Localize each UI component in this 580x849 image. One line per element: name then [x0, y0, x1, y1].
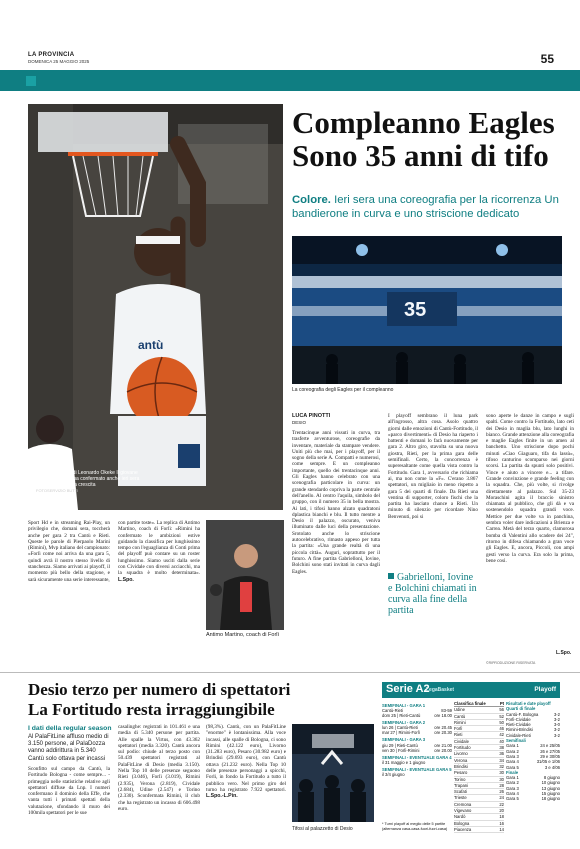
byline-place: DESIO: [292, 419, 307, 425]
standings-table: [454, 701, 504, 833]
standings-points: 32: [499, 763, 504, 769]
playoff-game: Gara 4: [506, 759, 519, 765]
pull-quote-text: Gabrielloni, Iovine e Bolchini chiamati in curva alla fine della partita: [388, 572, 477, 616]
playoff-date: 3-0: [553, 722, 560, 728]
issue-date: DOMENICA 25 MAGGIO 2025: [28, 59, 90, 64]
article-1-signature: L.Spo.: [556, 650, 572, 656]
standings-points: 20: [499, 808, 504, 814]
playoff-schedule-heading: Risultati e date playoff: [506, 701, 551, 706]
result-match: ven 30 | Forlì-Rimini: [382, 747, 420, 753]
standings-team: Vigevano: [454, 808, 472, 814]
article-2-column-3: [206, 724, 286, 836]
playoff-date: 15 giugno: [541, 791, 560, 797]
result-row: [382, 730, 452, 735]
caption-coach: Antimo Martino, coach di Forlì: [206, 632, 280, 638]
subtitle-kicker: Colore.: [292, 194, 331, 206]
stats-box-heading: I dati della regular season: [28, 725, 112, 732]
caption-dunk: [36, 470, 144, 494]
playoff-schedule: [506, 701, 560, 802]
standings-team: Nardò: [454, 814, 466, 820]
playoff-game: Gara 1: [506, 743, 519, 749]
headline-1-line1: Compleanno Eagles: [292, 105, 555, 140]
section-band-square: [26, 76, 36, 86]
standings-row: [454, 827, 504, 833]
headline-2-line1: Desio terzo per numero di spettatori: [28, 680, 291, 699]
playoff-date: 3 e 4/06: [544, 764, 560, 770]
playoff-game: Gara 5: [506, 796, 519, 802]
standings-points: 30: [499, 776, 504, 782]
playoff-date: 29 e 30/05: [540, 753, 560, 759]
playoff-date: 3-2: [553, 727, 560, 733]
standings-points: 42: [499, 732, 504, 738]
publication-name: LA PROVINCIA: [28, 52, 75, 58]
results-group-heading: SEMIFINALI - EVENTUALE GARA 4: [382, 754, 452, 760]
standings-team: Livorno: [454, 751, 468, 757]
playoff-game: Cividale-Rieti: [506, 732, 531, 738]
stats-box-text: Al PalaFitLine affluso medio di 3.150 persone, al PalaDozza vanno addirittura in 5.340 Cantù solo ottava per incassi: [28, 734, 109, 762]
standings-header-points: Pt: [499, 701, 504, 706]
result-score: ore 21.00: [434, 742, 452, 748]
subtitle-1: [292, 193, 562, 221]
standings-points: 22: [499, 801, 504, 807]
article-1b-column-1: Sport Hd e in streaming Rai-Play, un privilegio che, domani sera, toccherà anche per gara 2 tra Cantù e Rieti. Queste le parole di Pierpaolo Marini (Rimini), Mvp italiano del campionato: «Forlì come noi arriva da una gara 5, quindi avrà il nostro stesso livello di stanchezza. Siamo arrivati ai playoff, il momento più bello della stagione, e sarà sicuramente una serie interessante,: [28, 520, 110, 583]
standings-team: Torino: [454, 776, 466, 782]
standings-team: Fortitudo: [454, 745, 471, 751]
playoff-game: Gara 5: [506, 764, 519, 770]
result-row: [382, 713, 452, 718]
article-2-column-3-text: (98,3%). Cantù, con un PalaFitLine "enorme" è lontanissima. Alla voce incassi, alle spalle di Bologna, ci sono Rimini (42.122 euro), Livorno (31.283 euro), Pesaro (30.982 euro) e Brindisi (29.693 euro), con Cantù ottava (21.232 euro). Nella Top 10 delle presenze personaggi a spicchi, Forli, in fondo la Fortitudo a tutto il pubblico vero. Nel primo giro del turno ha registrato 7.922 spettatori.: [206, 724, 286, 793]
playoff-date: 3-2: [553, 732, 560, 738]
playoff-game: Forlì-Cividale: [506, 716, 531, 722]
photo-coach: [206, 520, 284, 630]
standings-header-team: Classifica finale: [454, 701, 486, 706]
standings-team: Cividale: [454, 738, 469, 744]
playoff-tag: Playoff: [534, 686, 556, 693]
playoff-date: 8 giugno: [543, 775, 560, 781]
article-1-column-2: I playoff sembrano il luna park all'ingrosso, altra cosa. Asolo quattro giorni dalle emozioni di Cantù-Fortitudo, il «parco divertimenti» di Desio ha riaperto i battenti e domani lo farà nuovamente per gara 2. Altro giro, stavolta su una nuova giostra, Rieti, per la prima gara delle semifinali. Certo, la concorrenza è superesaltante come quella vista contro la Fortitudo. Gara 1, avversario che richiama ai, ma non come la «F». C'erano 3.867 spettatori, un migliaio in meno rispetto a gara 5 dei quarti di finale. Da Rieti una ventina di supporter, coloro fischi che la partita ha lasciato chance a Rieti. Un minuto di silenzio per ricordare Nino Benvenuti, poi si: [388, 413, 478, 520]
masthead: [28, 52, 89, 65]
standings-team: Brindisi: [454, 763, 468, 769]
standings-team: Rieti: [454, 732, 463, 738]
standings-team: Pesaro: [454, 770, 468, 776]
result-row: [382, 748, 452, 753]
playoff-date: 24 e 25/05: [540, 743, 560, 749]
result-match: giu 29 | Rieti-Cantù: [382, 742, 418, 748]
reproduction-notice: ©RIPRODUZIONE RISERVATA: [486, 661, 536, 665]
playoff-game: Gara 4: [506, 791, 519, 797]
standings-team: Bologna: [454, 820, 470, 826]
article-1b-column-2: [118, 520, 200, 650]
result-match: Cantù-Rieti: [382, 707, 403, 713]
article-2-signature: L.Spo.-L.Pin.: [206, 793, 238, 800]
page-number: 55: [540, 52, 554, 66]
photo-dunk: [28, 104, 283, 510]
dunk-illustration: [28, 104, 283, 510]
headline-2-line2: La Fortitudo resta irraggiungibile: [28, 700, 275, 719]
caption-fans: Tifosi al palazzetto di Desio: [292, 826, 353, 832]
section-divider: [0, 672, 580, 673]
results-group-heading: SEMIFINALI - EVENTUALE GARA 5: [382, 766, 452, 772]
standings-team: Cantù: [454, 713, 466, 719]
playoff-round-heading: Quarti di finale: [506, 706, 536, 712]
subtitle-text: Ieri sera una coreografia per la ricorrenza Un bandierone in curva e uno striscione dedicato: [292, 194, 559, 220]
standings-team: Forlì: [454, 726, 463, 732]
playoff-date: 10 giugno: [541, 780, 560, 786]
standings-team: Rimini: [454, 719, 466, 725]
photo-crowd-choreography: [292, 236, 562, 384]
playoff-game: Gara 1: [506, 775, 519, 781]
standings-points: 38: [499, 745, 504, 751]
standings-points: 36: [499, 751, 504, 757]
svg-text:antù: antù: [138, 338, 164, 352]
article-1-column-3: sono aperte le danze in campo e sugli spalti. Come contro la Fortitudo, lato ceti dei Desio in maglia blu, lato lunghi in bianco. Grande attenzione alla coreografia e maglie Eagles finite in un amen al banchetto. Uno striscione dopo pochi minuti «Ciao Giaguaro, tifa da lassù», tifoso canturino scomparso nei giorni scorsi. La partita da spunti solo positivi. Vince e aiuto a vincere e... a tifare. Grande convinzione e grande feeling con la squadra. Che, più volte, si rivolge direttamente al palazzo. Sul 35-23 Moraschini agita il braccio sinistro chiamata al pubblico, che gli dà e va sostenendolo squadra grandi voce. Mettice per due volte va in panchina, sembra voler dare indicazioni a Brienza e Carrea. Metà del terzo quarto, clamorosa bomba di Valentini allo scadere dei 24", ritorno in difesa chiamando a gran voce gli Eagles. E, ancora, Piccoli, con ampi gesti verso la curva. Era solo la prima, bene così.: [486, 413, 574, 564]
standings-points: 30: [499, 770, 504, 776]
legabasket-logo: LegaBasket: [426, 687, 455, 693]
pull-quote: [388, 572, 478, 616]
playoff-game: Rieti-Cividale: [506, 722, 531, 728]
playoff-round-heading: Finale: [506, 769, 519, 775]
serie-a2-title: Serie A2: [386, 683, 430, 695]
standings-points: 56: [499, 707, 504, 713]
playoff-date: 31/05 e 1/06: [536, 759, 560, 765]
standings-points: 26: [499, 789, 504, 795]
headline-1-line2: Sono 35 anni di tifo: [292, 138, 549, 173]
article-1b-signature: L.Spo.: [118, 576, 134, 583]
standings-points: 16: [499, 820, 504, 826]
playoff-date: 13 giugno: [541, 785, 560, 791]
section-band: [0, 70, 580, 91]
result-match: lun 26 | Cantù-Rieti: [382, 725, 418, 731]
result-match: mar 27 | Rimini-Forlì: [382, 730, 420, 736]
result-score: 83-59: [441, 707, 452, 713]
playoff-round-heading: Semifinali: [506, 738, 526, 744]
byline: [292, 413, 330, 426]
standings-points: 14: [499, 826, 504, 832]
playoff-format-note: * Turni playoff al meglio delle 5 partite (alternanza casa-casa-fuori-fuori-casa): [382, 822, 448, 831]
article-2-column-1: Sconfitto sul campo da Cantù, la Fortitudo Bologna - come sempre... - primeggia nelle statistiche relative agli spettatori diffuse da Lnp. I numeri confermano il dominio della Effe, che vanta tutti i primati spettati della valutazione, sfondando il muro dei 100mila spettatori per le sue: [28, 766, 110, 817]
standings-points: 28: [499, 782, 504, 788]
photo-fans: [292, 724, 374, 822]
article-2-column-2: casalinghe: registrati in 101.461 e una media di 5.340 persone per partita. Alle spalle la Virtus, con 43.362 spettatori (media 3.320). Cantù ancora sul podio: chiude al terzo posto con 50.439 spettatori registrati al PalaFitLine di Desio (media 3.150). Nella Top 10 delle presenze seguono Rieti (3.046), Forlì (3.019), Rimini (2.935), Verona (2.819), Cividale (2.684), Udine (2.547) e Torino (2.330). Sconfermata Rimini, il club che ha registrato un incasso di 606.498 euro.: [118, 724, 200, 812]
standings-team: Trapani: [454, 782, 469, 788]
standings-points: 46: [499, 726, 504, 732]
playoff-date: 26 e 27/05: [540, 748, 560, 754]
standings-points: 50: [499, 719, 504, 725]
headline-2: [28, 680, 348, 720]
standings-points: 24: [499, 795, 504, 801]
results-list: [382, 701, 452, 777]
article-1-column-1: Trentacinque anni vissuti in curva, tra trasferte avventurose, coreografie da inventare, materiale da stampare vendere. Uniti più che mai, per i playoff, per il sogno della serie A. Compatti e numerosi, come sempre. E un compleanno importante, quello dei trentacinque anni. Gli Eagles hanno celebrato con una scenografia particolare in curva: un grande stendardo copriva la parte centrale dell'anello. Al centro l'aquila, simbolo del gruppo, con il numero 35 in bella mostra. Ai lati, i tifosi hanno alzato quadratoni dplastica bianchi e blu. Il tutto mentre a Desio il palazzo, oscurato, veniva illuminato dalle luci della presentazione. Srotolato anche lo striscione autocelebrativo, rimasto appeso per tutta la partita: «Una grande realtà di una piccola città». Auguri, soprattutto per il futuro. A fine partita Gabrielloni, Iovine, Bolchini sono stati invitati in curva dagli Eagles.: [292, 430, 380, 575]
caption-dunk-credit: FOTOSERVIZIO BUTTI: [36, 488, 79, 493]
playoff-game: Gara 3: [506, 785, 519, 791]
playoff-date: 3-2: [553, 711, 560, 717]
playoff-game: Gara 2: [506, 780, 519, 786]
results-group-heading: SEMIFINALI - GARA 2: [382, 719, 426, 725]
fans-illustration: [292, 724, 374, 822]
article-1b-column-2-text: con partite toste». La replica di Antimo Martino, coach di Forlì: «Rimini ha confermato le ambizioni estive guidando la classifica per lunghissimo tempo con l'eguaglianza di Conti prima del playoff può contare su un roster lunghissimo. Siamo usciti dalla serie con Cividale con diversi acciacchi, ma la squadra è molto determinata».: [118, 520, 200, 577]
playoff-game: Cantù-F. Bologna: [506, 711, 539, 717]
standings-points: 40: [499, 738, 504, 744]
results-group-heading: SEMIFINALI - GARA 1: [382, 702, 426, 708]
standings-points: 34: [499, 757, 504, 763]
playoff-game: Gara 2: [506, 748, 519, 754]
result-score: ore 20.00: [434, 747, 452, 753]
headline-1: [292, 106, 562, 172]
standings-team: Udine: [454, 707, 465, 713]
standings-team: Piacenza: [454, 826, 472, 832]
playoff-game: Rimini-Brindisi: [506, 727, 533, 733]
result-row: [382, 772, 452, 777]
coach-illustration: [206, 520, 284, 630]
serie-a2-header: [382, 682, 560, 698]
result-match: il 31 maggio e 1 giugno: [382, 759, 426, 765]
result-match: il 3/4 giugno: [382, 772, 405, 778]
svg-text:35: 35: [404, 299, 427, 321]
result-score: ore 20.30: [434, 730, 452, 736]
standings-team: Cremona: [454, 801, 472, 807]
standings-team: Verona: [454, 757, 468, 763]
playoff-date: 18 giugno: [541, 796, 560, 802]
crowd-illustration: [292, 236, 562, 384]
playoff-game: Gara 3: [506, 753, 519, 759]
result-score: ore 20.45: [434, 725, 452, 731]
results-group-heading: SEMIFINALI - GARA 3: [382, 737, 426, 743]
caption-dunk-text: Una schiacciata di Leonardo Okeke Il giovane centro canturino ha confermato anche ieri sera di essere in rapida crescita: [36, 470, 140, 488]
standings-points: 52: [499, 713, 504, 719]
caption-crowd: La coreografia degli Eagles per il compleanno: [292, 387, 394, 393]
result-row: [382, 760, 452, 765]
quote-square-icon: [388, 573, 394, 579]
playoff-date: 3-2: [553, 716, 560, 722]
byline-name: LUCA PINOTTI: [292, 413, 331, 419]
playoff-row: [506, 796, 560, 801]
result-score: ore 18.00: [434, 713, 452, 719]
standings-team: Scafati: [454, 789, 467, 795]
standings-team: Trieste: [454, 795, 467, 801]
result-match: dom 25 | Rieti-Cantù: [382, 713, 421, 719]
standings-points: 18: [499, 814, 504, 820]
